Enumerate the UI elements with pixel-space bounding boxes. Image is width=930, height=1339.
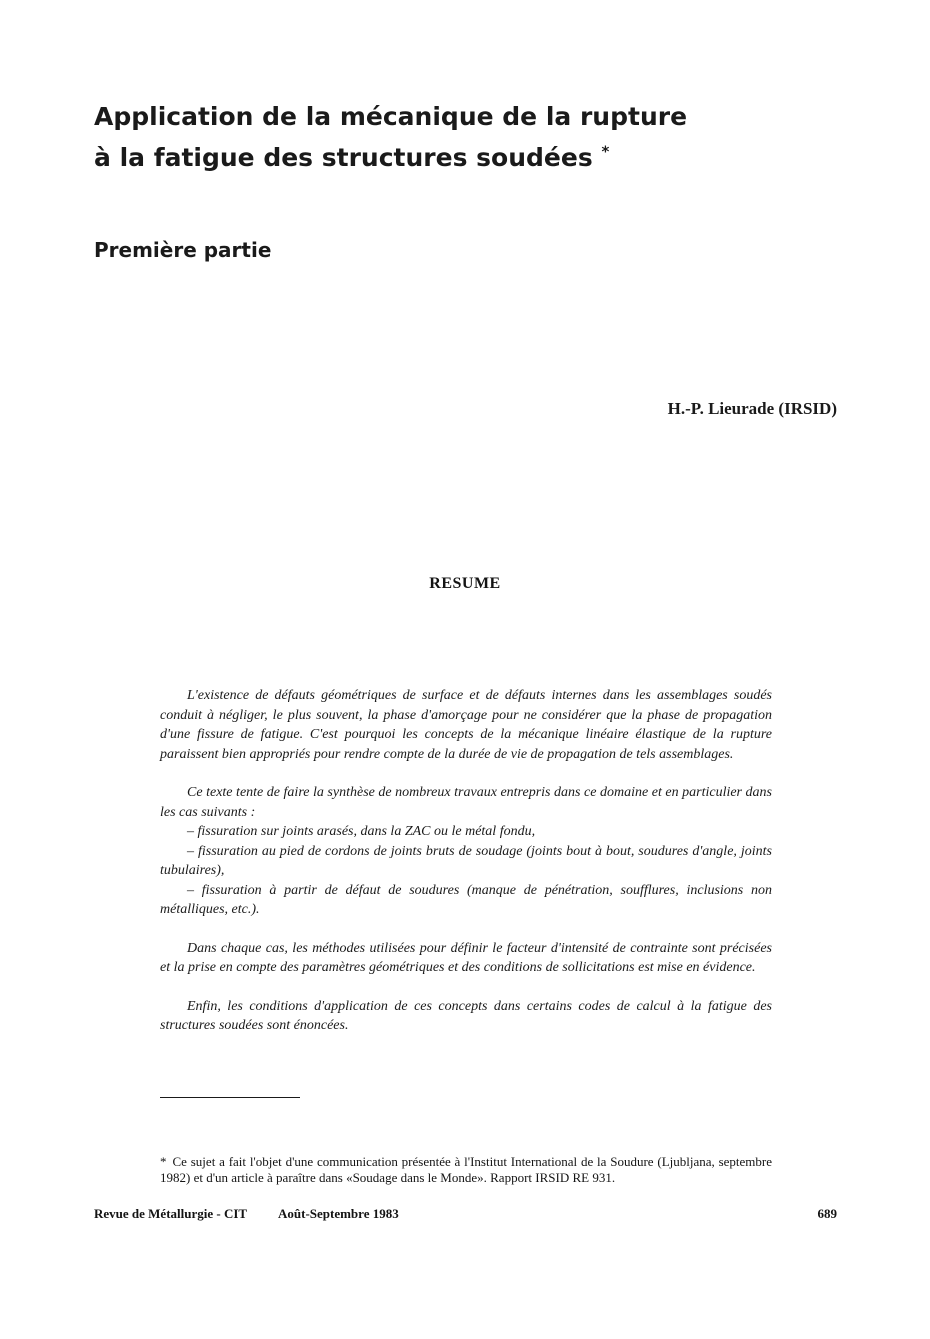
title-line-2 xyxy=(94,137,794,178)
abstract-list-item: – fissuration à partir de défaut de soudures (manque de pénétration, soufflures, inclusions non métalliques, etc.). xyxy=(160,882,772,917)
abstract-body xyxy=(160,686,772,1055)
abstract-paragraph-3: Dans chaque cas, les méthodes utilisées pour définir le facteur d'intensité de contrainte sont précisées et la prise en compte des paramètres géométriques et des conditions de sollicitations est mise en évidence. xyxy=(160,940,772,975)
abstract-paragraph-4: Enfin, les conditions d'application de ces concepts dans certains codes de calcul à la fatigue des structures soudées sont énoncées. xyxy=(160,998,772,1033)
footnote-text: Ce sujet a fait l'objet d'une communication présentée à l'Institut International de la Soudure (Ljubljana, septembre 1982) et d'un article à paraître dans «Soudage dans le Monde». Rapport IRSID RE 931. xyxy=(160,1154,772,1185)
resume-heading: RESUME xyxy=(429,575,501,592)
title-line-1: Application de la mécanique de la rupture xyxy=(94,102,688,131)
issue-date: Août-Septembre 1983 xyxy=(278,1206,399,1221)
title-line-2-text: à la fatigue des structures soudées xyxy=(94,143,593,172)
footnote-divider xyxy=(160,1097,300,1098)
abstract-list-item: – fissuration au pied de cordons de joints bruts de soudage (joints bout à bout, soudures d'angle, joints tubulaires), xyxy=(160,843,772,878)
page-number: 689 xyxy=(817,1206,837,1221)
abstract-paragraph-2 xyxy=(160,783,772,920)
title-footnote-mark: * xyxy=(601,142,610,161)
footnote-mark: * xyxy=(160,1154,167,1169)
abstract-paragraph-2-intro: Ce texte tente de faire la synthèse de nombreux travaux entrepris dans ce domaine et en particulier dans les cas suivants : xyxy=(160,785,772,820)
footnote xyxy=(160,1154,772,1186)
abstract-list-item: – fissuration sur joints arasés, dans la ZAC ou le métal fondu, xyxy=(187,824,536,839)
author-line: H.-P. Lieurade (IRSID) xyxy=(667,399,837,418)
journal-name: Revue de Métallurgie - CIT xyxy=(94,1206,248,1221)
article-title xyxy=(94,96,794,178)
article-subtitle: Première partie xyxy=(94,238,272,262)
abstract-paragraph-1: L'existence de défauts géométriques de surface et de défauts internes dans les assemblages soudés conduit à négliger, le plus souvent, la phase d'amorçage pour ne considérer que la phase de propagation d'une fissure de fatigue. C'est pourquoi les concepts de la mécanique linéaire élastique de la rupture paraissent bien appropriés pour rendre compte de la durée de vie de propagation de tels assemblages. xyxy=(160,688,772,762)
